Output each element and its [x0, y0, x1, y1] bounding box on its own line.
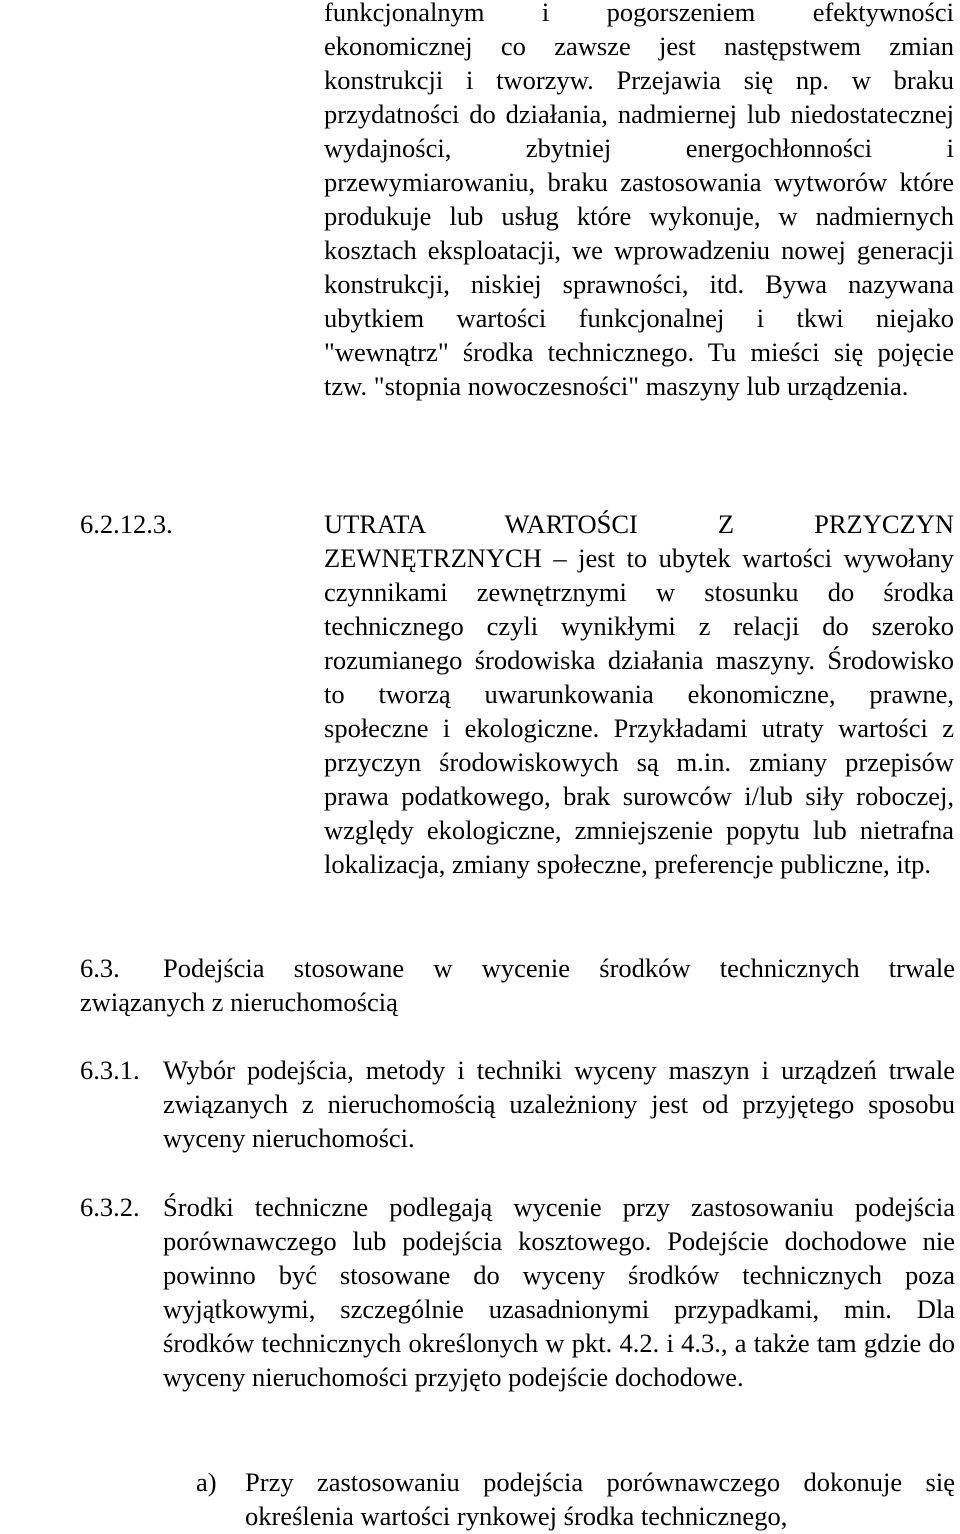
section-number-6-2-12-3: 6.2.12.3. [80, 509, 173, 539]
list-item-a-text: Przy zastosowaniu podejścia porównawczego dokonuje się określenia wartości rynkowej środka technicznego, [245, 1467, 955, 1531]
section-text-6-3-2: Środki techniczne podlegają wycenie przy zastosowaniu podejścia porównawczego lub podejścia kosztowego. Podejście dochodowe nie powinno być stosowane do wyceny środków technicznych poza wyjątkowymi, szczególnie uzasadnionymi przypadkami, min. Dla środków technicznych określonych w pkt. 4.2. i 4.3., a także tam gdzie do wyceny nieruchomości przyjęto podejście dochodowe. [163, 1192, 955, 1392]
section-number-6-3-2: 6.3.2. [80, 1192, 140, 1222]
list-marker-a: a) [196, 1467, 217, 1497]
section-text-6-3-1: Wybór podejścia, metody i techniki wyceny maszyn i urządzeń trwale związanych z nieruchomością uzależniony jest od przyjętego sposobu wyceny nieruchomości. [163, 1055, 955, 1153]
continuation-paragraph: funkcjonalnym i pogorszeniem efektywności ekonomicznej co zawsze jest następstwem zmian konstrukcji i tworzyw. Przejawia się np. w braku przydatności do działania, nadmiernej lub niedostatecznej wydajności, zbytniej energochłonności i przewymiarowaniu, braku zastosowania wytworów które produkuje lub usług które wykonuje, w nadmiernych kosztach eksploatacji, we wprowadzeniu nowej generacji konstrukcji, niskiej sprawności, itd. Bywa nazywana ubytkiem wartości funkcjonalnej i tkwi niejako "wewnątrz" środka technicznego. Tu mieści się pojęcie tzw. "stopnia nowoczesności" maszyny lub urządzenia. [324, 0, 954, 401]
section-text-6-2-12-3: UTRATA WARTOŚCI Z PRZYCZYN ZEWNĘTRZNYCH – jest to ubytek wartości wywołany czynnikami zewnętrznymi w stosunku do środka technicznego czyli wynikłymi z relacji do szeroko rozumianego środowiska działania maszyny. Środowisko to tworzą uwarunkowania ekonomiczne, prawne, społeczne i ekologiczne. Przykładami utraty wartości z przyczyn środowiskowych są m.in. zmiany przepisów prawa podatkowego, brak surowców i/lub siły roboczej, względy ekologiczne, zmniejszenie popytu lub nietrafna lokalizacja, zmiany społeczne, preferencje publiczne, itp. [324, 509, 954, 879]
section-heading-6-3-line1: Podejścia stosowane w wycenie środków technicznych trwale [163, 953, 955, 983]
section-number-6-3-1: 6.3.1. [80, 1055, 140, 1085]
section-heading-6-3-line2: związanych z nieruchomością [80, 987, 398, 1017]
section-number-6-3: 6.3. [80, 953, 120, 983]
